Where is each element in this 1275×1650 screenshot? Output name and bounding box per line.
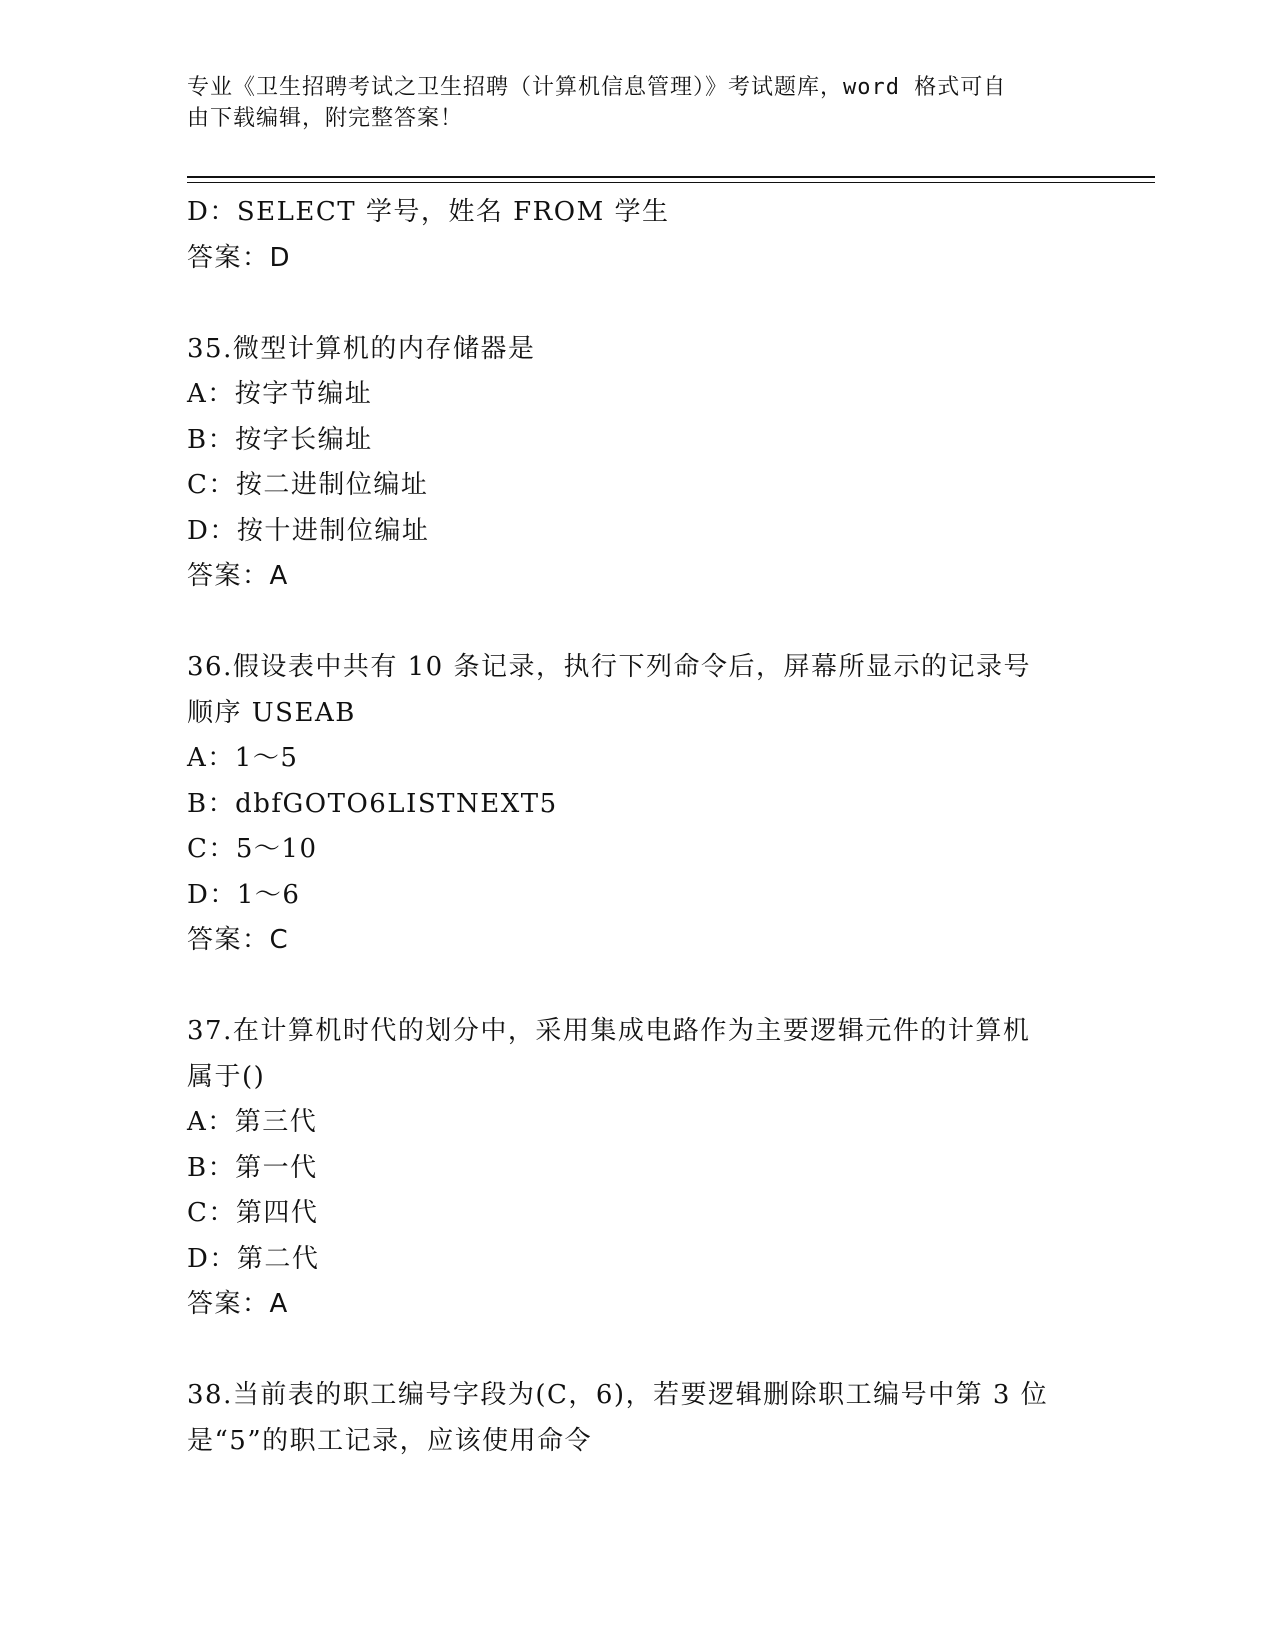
option-b: B：第一代 [187,1152,318,1183]
spacer [187,281,1087,327]
option-c: C：5～10 [187,834,318,864]
header-line-2: 由下载编辑，附完整答案！ [187,106,464,131]
question-stem-continued: 顺序 USEAB [187,697,356,728]
spacer [187,964,1087,1010]
question-35 [187,327,1087,600]
question-stem: 38.当前表的职工编号字段为(C，6)，若要逻辑删除职工编号中第 3 位 [187,1380,1049,1410]
header-divider-thin [187,182,1155,183]
option-d: D：按十进制位编址 [187,515,430,546]
option-a: A：1～5 [187,743,299,773]
option-a: A：第三代 [187,1107,318,1137]
answer: 答案：A [187,561,289,591]
spacer [187,600,1087,646]
prev-option-d: D：SELECT 学号，姓名 FROM 学生 [187,197,670,227]
question-stem-continued: 是“5”的职工记录，应该使用命令 [187,1425,593,1456]
question-38 [187,1373,1087,1464]
question-36 [187,645,1087,964]
option-a: A：按字节编址 [187,379,373,409]
answer: 答案：C [187,925,290,955]
question-list [187,190,1087,1464]
option-d: D：第二代 [187,1243,320,1274]
prev-answer: 答案：D [187,242,292,273]
spacer [187,1328,1087,1374]
option-c: C：按二进制位编址 [187,470,429,500]
option-c: C：第四代 [187,1198,319,1228]
document-header [187,72,1067,134]
option-d: D：1～6 [187,879,301,910]
question-stem: 35.微型计算机的内存储器是 [187,333,536,364]
answer: 答案：A [187,1289,289,1319]
header-divider-thick [187,176,1155,178]
header-line-1: 专业《卫生招聘考试之卫生招聘（计算机信息管理）》考试题库，word 格式可自 [187,75,1007,100]
option-b: B：按字长编址 [187,424,373,455]
question-37 [187,1009,1087,1328]
question-stem: 36.假设表中共有 10 条记录，执行下列命令后，屏幕所显示的记录号 [187,652,1031,682]
question-stem-continued: 属于() [187,1061,266,1092]
option-b: B：dbfGOTO6LISTNEXT5 [187,788,558,819]
question-stem: 37.在计算机时代的划分中，采用集成电路作为主要逻辑元件的计算机 [187,1016,1031,1046]
